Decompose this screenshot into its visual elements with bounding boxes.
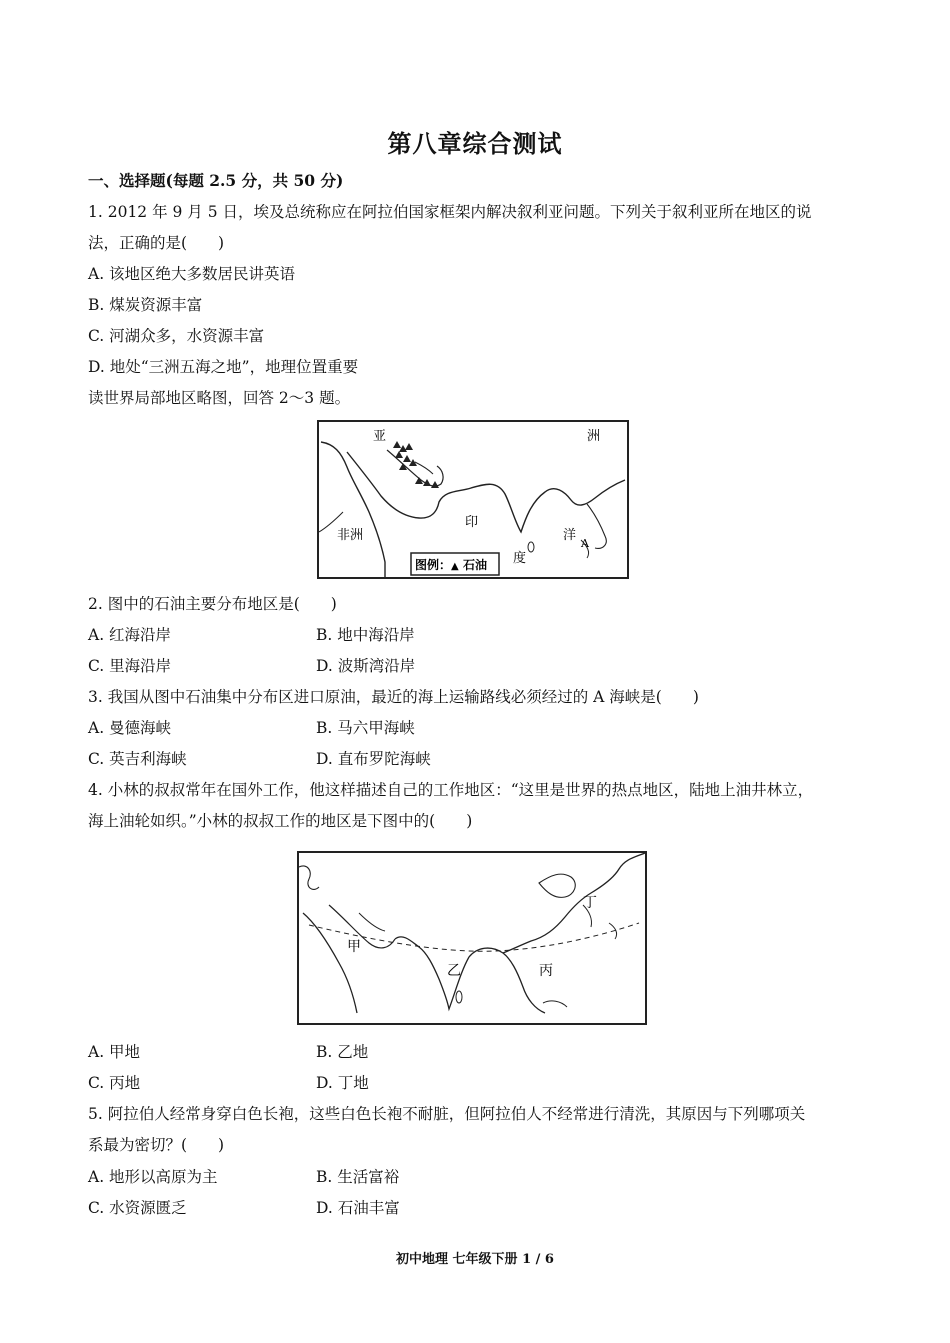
q5-option-d: D. 石油丰富 — [316, 1199, 400, 1217]
q4-option-a: A. 甲地 — [88, 1043, 141, 1061]
q3-option-d: D. 直布罗陀海峡 — [316, 750, 431, 768]
legend-label: 图例： — [415, 558, 452, 572]
legend-item: 石油 — [463, 558, 488, 572]
q4-stem-line1: 4. 小林的叔叔常年在国外工作，他这样描述自己的工作地区：“这里是世界的热点地区，陆地上油井林立， — [88, 781, 814, 799]
q2-option-d: D. 波斯湾沿岸 — [316, 657, 416, 675]
legend-symbol: ▲ — [451, 561, 459, 572]
label-asia-left: 亚 — [373, 429, 387, 444]
label-jia: 甲 — [347, 939, 361, 955]
label-africa: 非洲 — [337, 528, 364, 543]
map-indian-ocean-figure — [319, 422, 627, 577]
label-indian-3: 洋 — [563, 528, 577, 543]
intro-2-3: 读世界局部地区略图，回答 2～3 题。 — [88, 389, 351, 407]
q1-stem-line2: 法，正确的是( ) — [88, 234, 225, 252]
label-indian-1: 印 — [465, 515, 479, 530]
page-footer: 初中地理 七年级下册 1 / 6 — [396, 1252, 554, 1267]
label-bing: 丙 — [539, 963, 553, 979]
q5-option-c: C. 水资源匮乏 — [88, 1199, 187, 1217]
q1-stem-line1: 1. 2012 年 9 月 5 日，埃及总统称应在阿拉伯国家框架内解决叙利亚问题。下列关于叙利亚所在地区的说 — [88, 203, 812, 221]
label-yi: 乙 — [447, 963, 461, 979]
section-heading: 一、选择题(每题 2.5 分，共 50 分) — [88, 171, 344, 190]
map-indian-ocean — [317, 420, 629, 579]
map-asia-regions — [297, 851, 647, 1025]
label-asia-right: 洲 — [587, 429, 601, 444]
q1-option-b: B. 煤炭资源丰富 — [88, 296, 203, 314]
q4-option-d: D. 丁地 — [316, 1074, 369, 1092]
q3-option-b: B. 马六甲海峡 — [316, 719, 415, 737]
q2-option-a: A. 红海沿岸 — [88, 626, 172, 644]
q4-option-b: B. 乙地 — [316, 1043, 369, 1061]
oil-symbols — [393, 441, 439, 488]
q1-option-c: C. 河湖众多，水资源丰富 — [88, 327, 265, 345]
q5-stem-line2: 系最为密切？( ) — [88, 1136, 225, 1154]
q1-option-d: D. 地处“三洲五海之地”，地理位置重要 — [88, 358, 359, 376]
q3-option-a: A. 曼德海峡 — [88, 719, 172, 737]
q5-option-a: A. 地形以高原为主 — [88, 1168, 218, 1186]
label-strait-a: A — [581, 537, 589, 550]
q3-option-c: C. 英吉利海峡 — [88, 750, 187, 768]
q4-option-c: C. 丙地 — [88, 1074, 141, 1092]
label-indian-2: 度 — [513, 551, 527, 566]
label-ding: 丁 — [583, 895, 597, 911]
q5-stem-line1: 5. 阿拉伯人经常身穿白色长袍，这些白色长袍不耐脏，但阿拉伯人不经常进行清洗，其原因与下列哪项关 — [88, 1105, 806, 1123]
q1-option-a: A. 该地区绝大多数居民讲英语 — [88, 265, 296, 283]
map-asia-regions-figure — [299, 853, 645, 1023]
q3-stem: 3. 我国从图中石油集中分布区进口原油，最近的海上运输路线必须经过的 A 海峡是( ) — [88, 688, 699, 706]
q5-option-b: B. 生活富裕 — [316, 1168, 400, 1186]
q2-option-c: C. 里海沿岸 — [88, 657, 172, 675]
q4-stem-line2: 海上油轮如织。”小林的叔叔工作的地区是下图中的( ) — [88, 812, 473, 830]
q2-option-b: B. 地中海沿岸 — [316, 626, 415, 644]
page-title: 第八章综合测试 — [387, 129, 563, 158]
q2-stem: 2. 图中的石油主要分布地区是( ) — [88, 595, 337, 613]
